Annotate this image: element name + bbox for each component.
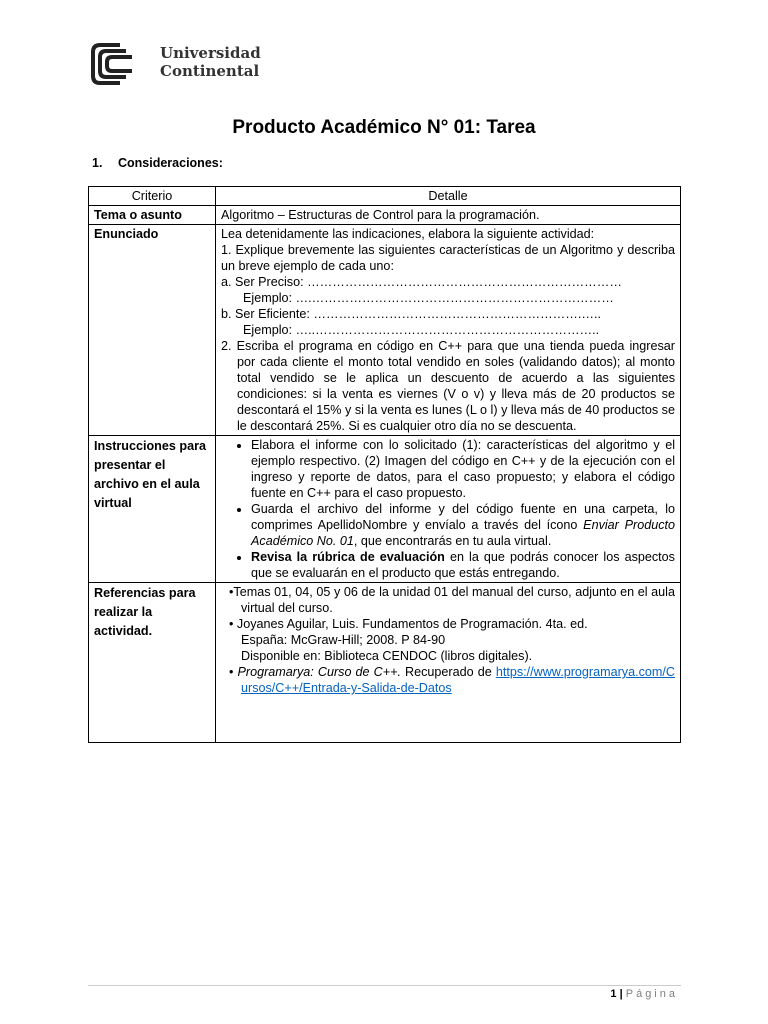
row-label-instrucciones: Instrucciones para presentar el archivo en el aula virtual: [89, 436, 216, 583]
logo-line2: Continental: [160, 62, 260, 80]
page-number: 1: [610, 988, 617, 1000]
reference-title: Programarya: Curso de C++.: [237, 665, 401, 679]
page-footer: [610, 988, 678, 1000]
logo-line1: Universidad: [160, 44, 261, 62]
instruction-text: en la que podrás conocer los aspectos que se evaluarán en el producto que estás entregando.: [251, 550, 675, 580]
reference-link[interactable]: https://www.programarya.com/Cursos/C++/Entrada-y-Salida-de-Datos: [241, 665, 675, 695]
table-row: [89, 225, 681, 436]
section-label: Consideraciones:: [118, 156, 223, 170]
reference-line: España: McGraw-Hill; 2008. P 84-90: [241, 633, 446, 647]
reference-text: Recuperado de: [400, 665, 496, 679]
section-number: 1.: [92, 156, 103, 170]
footer-divider: [88, 985, 681, 986]
university-logo: [90, 40, 260, 86]
row-detail-referencias: [216, 583, 681, 743]
row-label-referencias: Referencias para realizar la actividad.: [89, 583, 216, 743]
instruction-item: • Elabora el informe con lo solicitado (1): características del algoritmo y el ejemplo respectivo. (2) Imagen del código en C++ y de la ejecución con el ingreso y reporte de datos, para el caso propuesto; y elabora el código fuente en C++ para el caso propuesto.: [251, 437, 675, 501]
table-header-row: [89, 187, 681, 206]
instruction-item: [251, 549, 675, 581]
instruction-text: Guarda el archivo del informe y del código fuente en una carpeta, lo comprimes ApellidoNombre y envíalo a través del ícono: [251, 502, 675, 532]
table-row: [89, 583, 681, 743]
instruction-emphasis: Enviar Producto Académico No. 01: [251, 518, 676, 548]
enunciado-b: b. Ser Eficiente: ……………………………………………………….…..: [221, 307, 601, 321]
row-detail-instrucciones: [216, 436, 681, 583]
considerations-table: [88, 186, 681, 743]
enunciado-intro: Lea detenidamente las indicaciones, elabora la siguiente actividad:: [221, 227, 595, 241]
row-label-tema: Tema o asunto: [89, 206, 216, 225]
reference-item: • Programarya: Curso de C++. Recuperado de https://www.programarya.com/Cursos/C++/Entrada-y-Salida-de-Datos: [229, 665, 675, 695]
instruction-text: , que encontrarás en tu aula virtual.: [353, 534, 552, 548]
row-detail-enunciado: [216, 225, 681, 436]
reference-item: •Temas 01, 04, 05 y 06 de la unidad 01 del manual del curso, adjunto en el aula virtual del curso.: [229, 585, 675, 615]
reference-item: • Joyanes Aguilar, Luis. Fundamentos de Programación. 4ta. ed.: [229, 617, 588, 631]
header-detalle: Detalle: [216, 187, 681, 206]
instruction-bold: Revisa la rúbrica de evaluación: [251, 550, 445, 564]
row-detail-tema: Algoritmo – Estructuras de Control para la programación.: [216, 206, 681, 225]
row-label-enunciado: Enunciado: [89, 225, 216, 436]
header-criterio: Criterio: [89, 187, 216, 206]
enunciado-item1: 1. Explique brevemente las siguientes características de un Algoritmo y describa un breve ejemplo de cada uno:: [221, 243, 675, 273]
enunciado-a-example: Ejemplo: ….………………………………………………………………: [243, 291, 614, 305]
logo-mark-icon: [90, 42, 152, 86]
enunciado-a: a. Ser Preciso: …………………………………………………………………: [221, 275, 622, 289]
enunciado-b-example: Ejemplo: …..…………………………………………………………..: [243, 323, 600, 337]
page-title: Producto Académico N° 01: Tarea: [232, 117, 536, 138]
enunciado-item2: 2. Escriba el programa en código en C++ para que una tienda pueda ingresar por cada cliente el monto total vendido en soles (validando datos); al monto total vendido se le aplica un descuento de acuerdo a las siguientes condiciones: si la venta es viernes (V o v) y lleva más de 20 productos se descontará el 15% y si la venta es lunes (L o l) y lleva más de 40 productos se le descontará 25%. Si es cualquier otro día no se descuenta.: [221, 339, 675, 433]
section-heading: [92, 156, 223, 170]
instruction-item: [251, 501, 675, 549]
page-label: Página: [625, 988, 678, 1000]
table-row: [89, 206, 681, 225]
reference-line: Disponible en: Biblioteca CENDOC (libros digitales).: [241, 649, 533, 663]
footer-separator: |: [616, 988, 626, 1000]
table-row: [89, 436, 681, 583]
